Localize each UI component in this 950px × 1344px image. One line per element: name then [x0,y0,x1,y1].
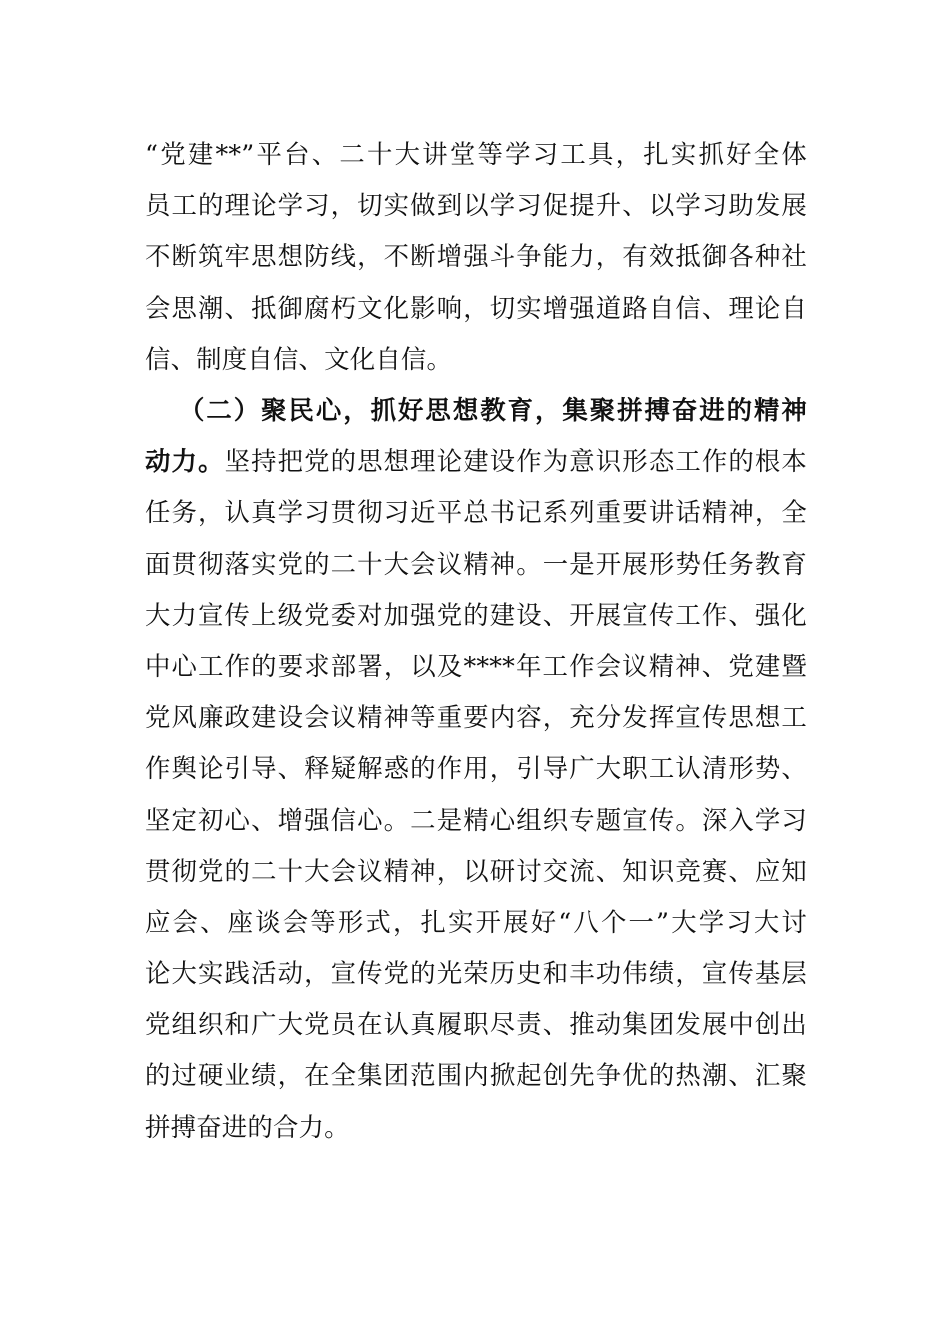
paragraph-line: 作舆论引导、释疑解惑的作用，引导广大职工认清形势、 [145,753,807,784]
paragraph-line: 中心工作的要求部署，以及****年工作会议精神、党建暨 [145,650,807,681]
paragraph-line: 面贯彻落实党的二十大会议精神。一是开展形势任务教育 [145,548,807,579]
section-heading: （二）聚民心，抓好思想教育，集聚拼搏奋进的精神 [179,395,807,425]
paragraph-2 [145,385,807,1153]
paragraph-1 [145,129,807,385]
paragraph-line: 会思潮、抵御腐朽文化影响，切实增强道路自信、理论自 [145,292,807,323]
paragraph-line: 信、制度自信、文化自信。 [145,343,453,374]
paragraph-line: 贯彻党的二十大会议精神，以研讨交流、知识竞赛、应知 [145,855,807,886]
paragraph-line: 大力宣传上级党委对加强党的建设、开展宣传工作、强化 [145,599,807,630]
paragraph-text: 坚持把党的思想理论建设作为意识形态工作的根本 [224,446,807,477]
section-heading-end: 动力。 [145,446,225,477]
paragraph-line: 党风廉政建设会议精神等重要内容，充分发挥宣传思想工 [145,702,807,733]
paragraph-line: 拼搏奋进的合力。 [145,1111,350,1142]
paragraph-line: 坚定初心、增强信心。二是精心组织专题宣传。深入学习 [145,804,807,835]
paragraph-line: 应会、座谈会等形式，扎实开展好“八个一”大学习大讨 [145,906,807,937]
paragraph-line: 员工的理论学习，切实做到以学习促提升、以学习助发展 [145,190,807,221]
paragraph-line [145,436,807,487]
paragraph-line: “党建**”平台、二十大讲堂等学习工具，扎实抓好全体 [145,139,807,169]
paragraph-line: 不断筑牢思想防线，不断增强斗争能力，有效抵御各种社 [145,241,807,272]
paragraph-line: 论大实践活动，宣传党的光荣历史和丰功伟绩，宣传基层 [145,958,807,989]
paragraph-line: 党组织和广大党员在认真履职尽责、推动集团发展中创出 [145,1009,807,1040]
paragraph-line: 任务，认真学习贯彻习近平总书记系列重要讲话精神，全 [145,497,807,528]
paragraph-line: 的过硬业绩，在全集团范围内掀起创先争优的热潮、汇聚 [145,1060,807,1091]
